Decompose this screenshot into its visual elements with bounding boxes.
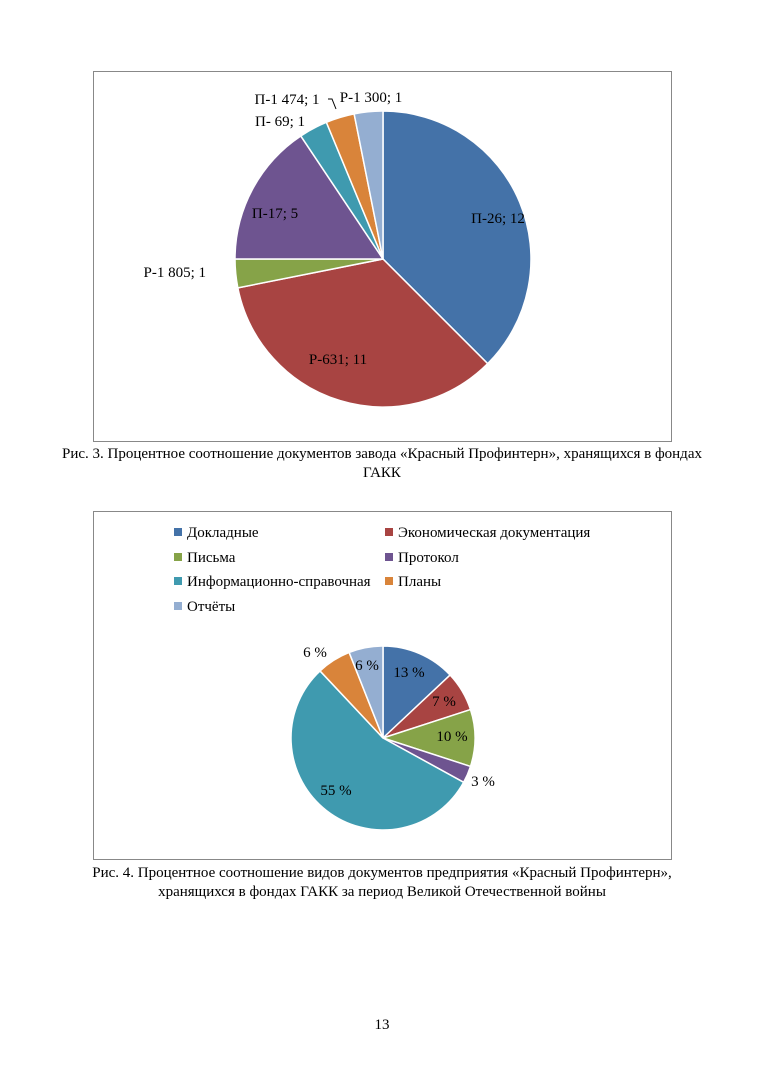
page-number: 13 xyxy=(374,1017,390,1033)
legend-label: Отчёты xyxy=(187,599,236,615)
chart-2-frame xyxy=(93,511,672,860)
slice-label: П-26; 12 xyxy=(471,211,525,227)
slice-label: П-17; 5 xyxy=(251,206,299,222)
legend-label: Письма xyxy=(187,550,236,566)
chart-1-pie xyxy=(94,72,671,441)
legend-label: Экономическая документация xyxy=(398,525,591,541)
leader-line xyxy=(328,99,336,109)
legend-label: Протокол xyxy=(398,550,459,566)
figure-4-caption: Рис. 4. Процентное соотношение видов документов предприятия «Красный Профинтерн», хранящихся в фондах ГАКК за период Великой Отечественной войны xyxy=(92,865,672,900)
legend-label: Докладные xyxy=(187,525,259,541)
legend-label: Информационно-справочная xyxy=(187,574,371,590)
slice-label: 6 % xyxy=(355,658,379,674)
slice-label: 6 % xyxy=(303,645,327,661)
figure-3-caption: Рис. 3. Процентное соотношение документов завода «Красный Профинтерн», хранящихся в фондах ГАКК xyxy=(62,446,702,481)
slice-label: 3 % xyxy=(471,774,495,790)
slice-label: Р-1 805; 1 xyxy=(143,265,206,281)
slice-label: 10 % xyxy=(436,729,468,745)
slice-label: П-1 474; 1 xyxy=(254,92,320,108)
chart-2-pie xyxy=(94,512,671,859)
slice-label: 7 % xyxy=(432,694,456,710)
slice-label: П- 69; 1 xyxy=(255,114,305,130)
slice-label: 55 % xyxy=(320,783,352,799)
slice-label: 13 % xyxy=(393,665,425,681)
chart-1-frame xyxy=(93,71,672,442)
slice-label: Р-631; 11 xyxy=(308,352,368,368)
legend-label: Планы xyxy=(398,574,442,590)
slice-label: Р-1 300; 1 xyxy=(339,90,403,106)
